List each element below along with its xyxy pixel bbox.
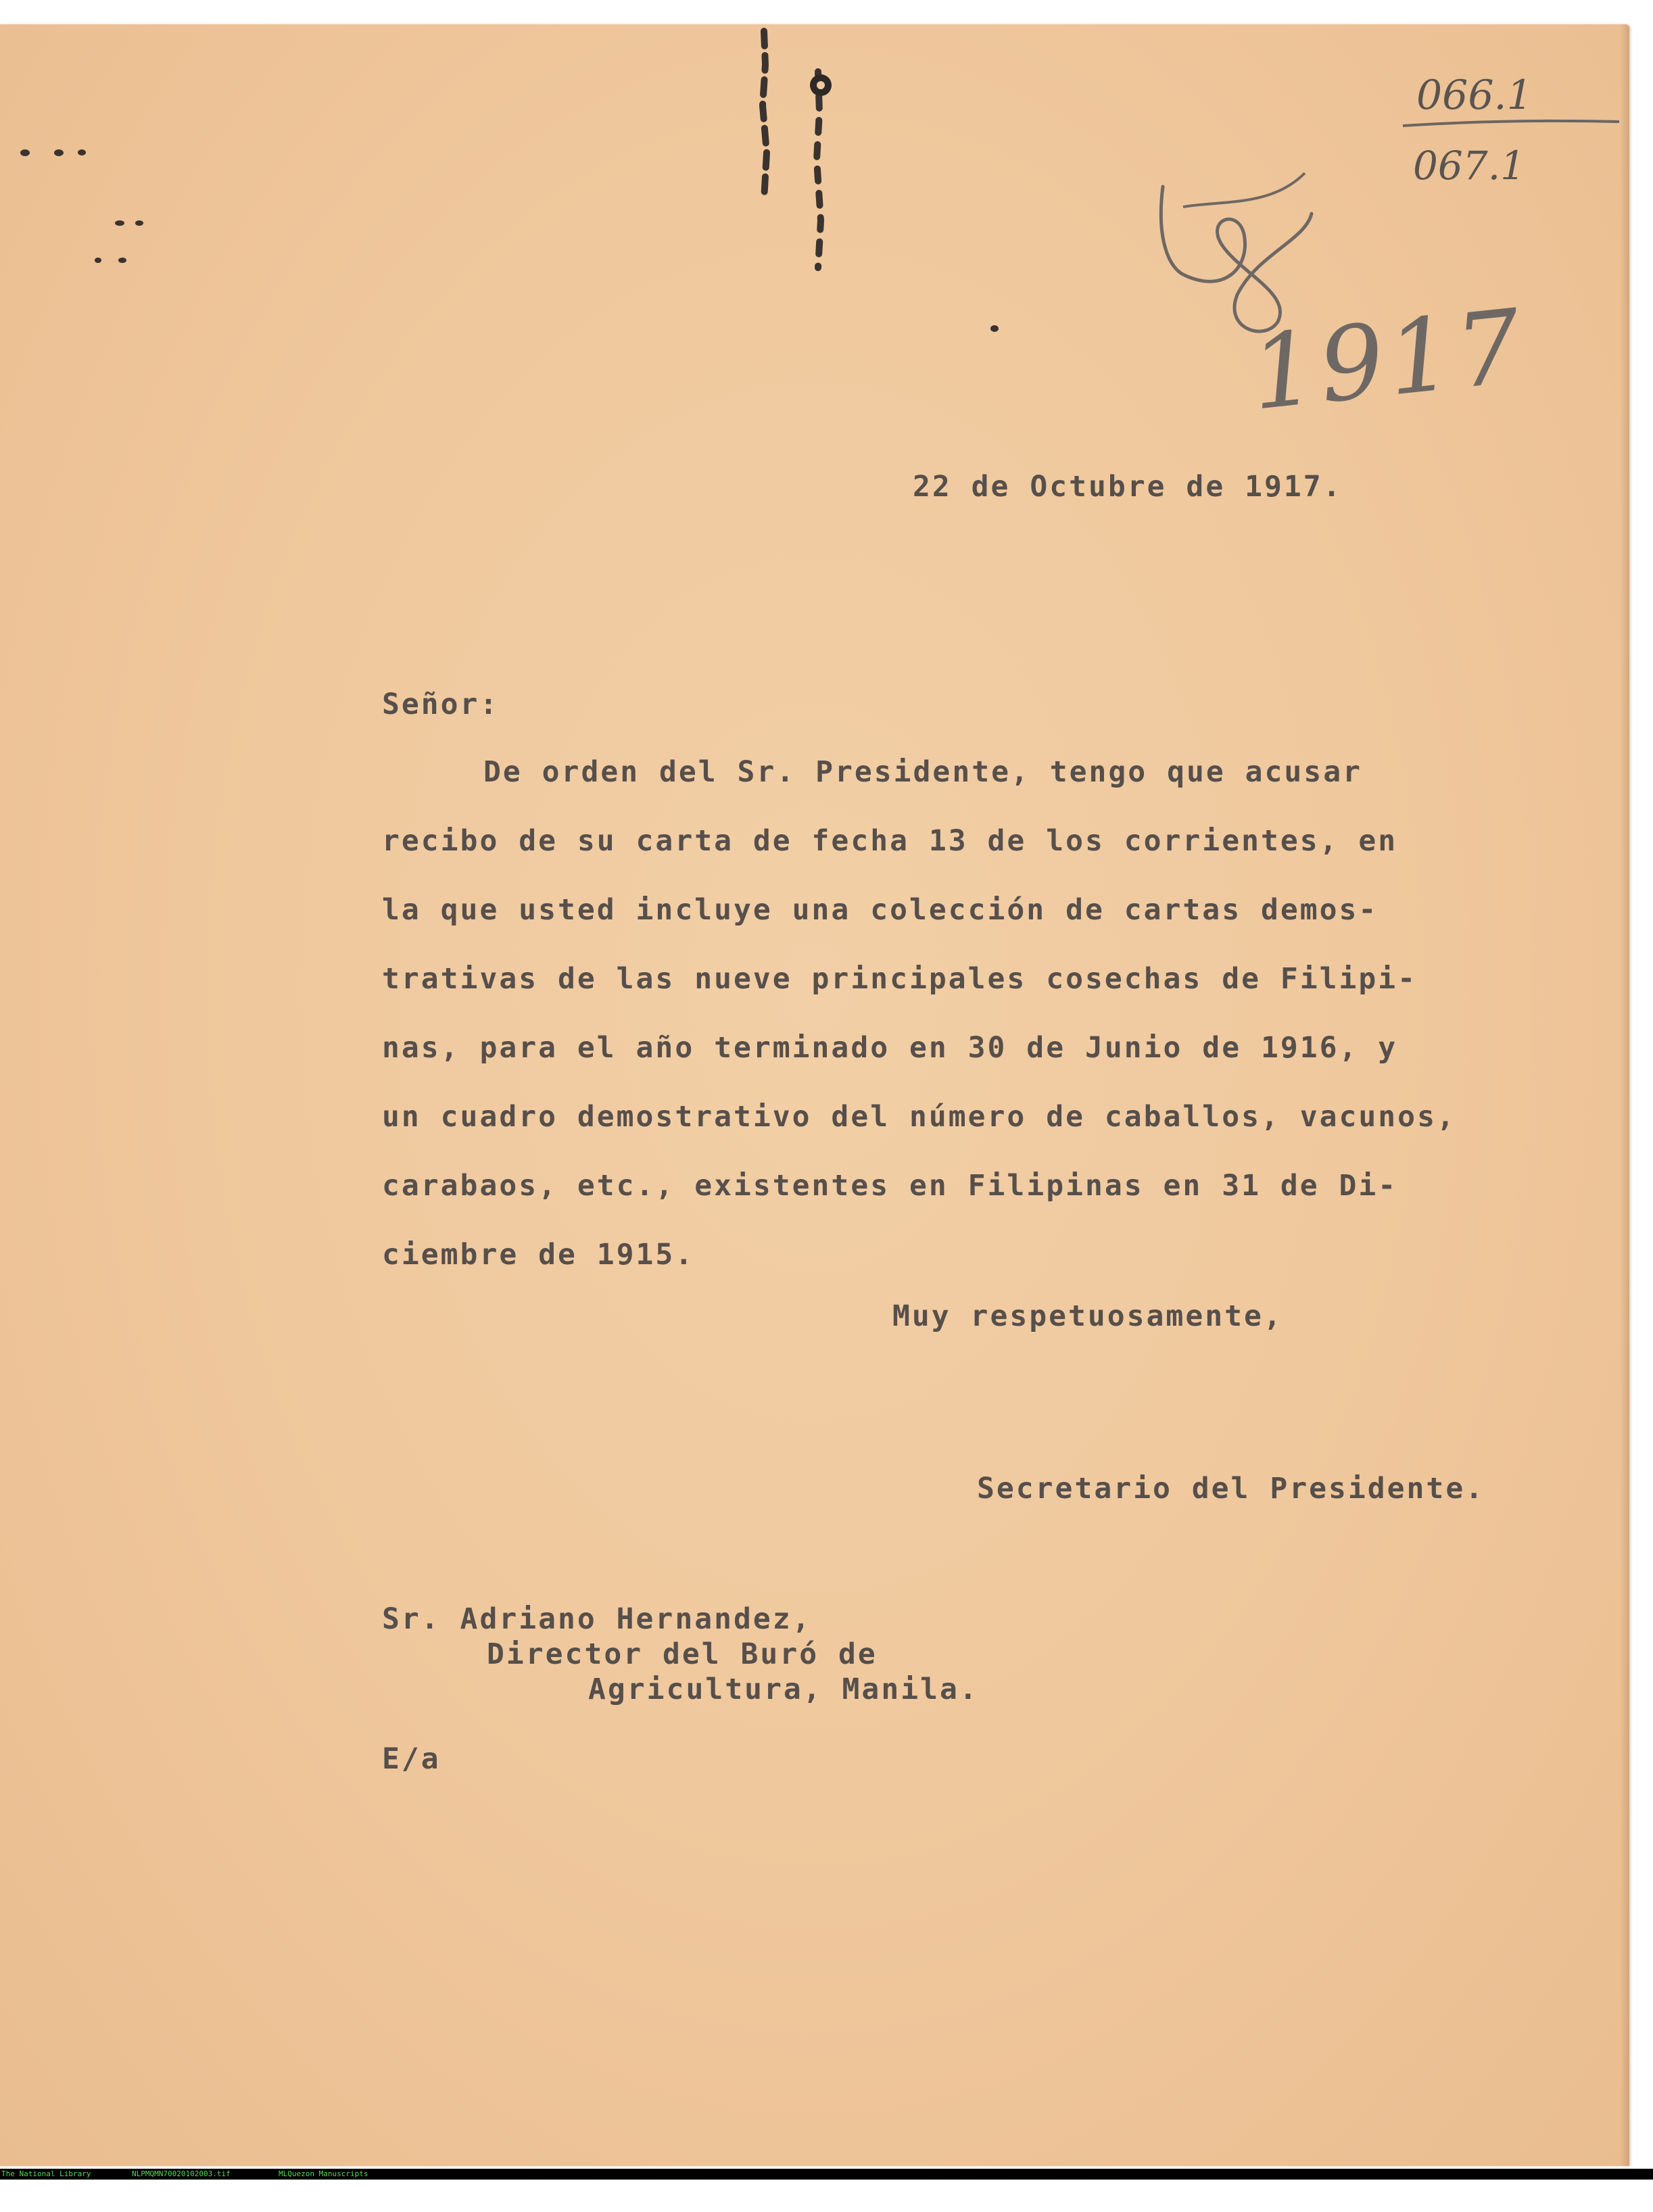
salutation: Señor: [382, 688, 500, 721]
file-code-underline [1399, 112, 1623, 133]
body-line: nas, para el año terminado en 30 de Junio de 1916, y [382, 1031, 1398, 1065]
ink-speck [54, 149, 64, 156]
body-line: la que usted incluye una colección de cartas demos- [382, 893, 1379, 927]
letter-date: 22 de Octubre de 1917. [913, 470, 1343, 504]
staple-marks [750, 24, 859, 308]
recipient-title: Director del Buró de [487, 1637, 878, 1671]
ink-speck [95, 258, 101, 263]
reference-initials: E/a [382, 1742, 441, 1776]
ink-speck [20, 149, 30, 156]
scan-footer [0, 2169, 1653, 2180]
ink-speck [990, 325, 999, 332]
ink-speck [118, 258, 126, 263]
recipient-name: Sr. Adriano Hernandez, [382, 1602, 812, 1636]
ink-speck [78, 149, 86, 155]
file-code-top: 066.1 [1416, 72, 1533, 119]
paper-sheet [0, 24, 1629, 2166]
ink-speck [135, 220, 143, 226]
body-line: De orden del Sr. Presidente, tengo que acusar [483, 755, 1362, 789]
pencil-year-note: 1917 [1245, 287, 1531, 433]
file-code-bottom: 067.1 [1413, 143, 1526, 189]
body-line: recibo de su carta de fecha 13 de los corrientes, en [382, 824, 1398, 858]
footer-library: The National Library [1, 2169, 91, 2178]
recipient-location: Agricultura, Manila. [588, 1673, 979, 1706]
paper-edge-shadow [1620, 24, 1629, 2166]
body-line: carabaos, etc., existentes en Filipinas en 31 de Di- [382, 1169, 1398, 1203]
body-line: un cuadro demostrativo del número de caballos, vacunos, [382, 1100, 1456, 1134]
ink-speck [115, 220, 124, 226]
closing: Muy respetuosamente, [892, 1299, 1283, 1333]
signature-title: Secretario del Presidente. [977, 1472, 1485, 1506]
letter-body [382, 755, 1531, 1366]
footer-file-name: NLPMQMN70020102003.tif [132, 2169, 231, 2178]
body-line: trativas de las nueve principales cosechas de Filipi- [382, 962, 1418, 996]
footer-collection: MLQuezon Manuscripts [279, 2169, 368, 2178]
body-line: ciembre de 1915. [382, 1238, 695, 1272]
